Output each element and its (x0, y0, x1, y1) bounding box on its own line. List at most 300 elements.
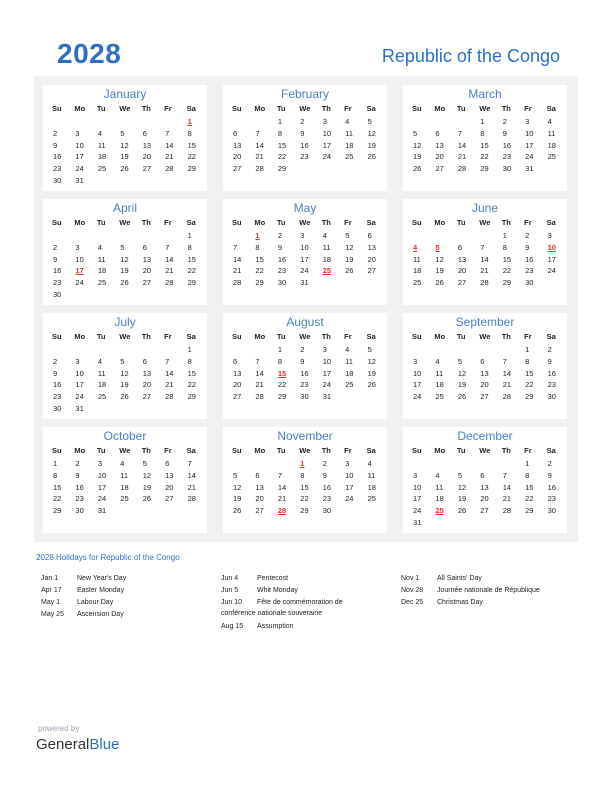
day[interactable]: 20 (457, 266, 467, 276)
day[interactable]: 2 (322, 459, 327, 468)
day[interactable]: 1 (277, 345, 283, 354)
day[interactable]: 24 (413, 392, 422, 402)
day[interactable]: 17 (322, 140, 332, 150)
day[interactable]: 2 (53, 242, 58, 252)
day[interactable]: 15 (277, 140, 287, 150)
holiday-day[interactable]: 25 (435, 506, 444, 516)
day[interactable]: 29 (277, 392, 287, 402)
day[interactable]: 25 (97, 392, 107, 402)
day[interactable]: 8 (502, 242, 507, 252)
day[interactable]: 23 (547, 494, 556, 504)
day[interactable]: 6 (233, 128, 238, 138)
day[interactable]: 21 (457, 152, 467, 162)
day[interactable]: 25 (97, 164, 107, 174)
day[interactable]: 19 (457, 380, 467, 390)
day[interactable]: 16 (300, 140, 309, 150)
day[interactable]: 15 (187, 254, 196, 264)
holiday-day[interactable]: 25 (322, 266, 332, 276)
day[interactable]: 29 (187, 392, 196, 402)
day[interactable]: 25 (435, 392, 444, 402)
day[interactable]: 24 (75, 278, 84, 288)
day[interactable]: 23 (502, 152, 512, 162)
day[interactable]: 22 (187, 380, 196, 390)
day[interactable]: 5 (345, 231, 350, 240)
day[interactable]: 10 (97, 470, 107, 480)
day[interactable]: 23 (300, 152, 309, 162)
day[interactable]: 8 (187, 242, 192, 252)
day[interactable]: 20 (165, 482, 174, 492)
day[interactable]: 20 (142, 152, 152, 162)
day[interactable]: 11 (97, 368, 106, 378)
day[interactable]: 17 (97, 482, 107, 492)
day[interactable]: 10 (525, 128, 534, 138)
day[interactable]: 20 (480, 380, 489, 390)
day[interactable]: 8 (277, 356, 283, 366)
day[interactable]: 25 (97, 278, 107, 288)
day[interactable]: 18 (435, 380, 444, 390)
day[interactable]: 18 (97, 152, 107, 162)
day[interactable]: 8 (187, 356, 192, 366)
day[interactable]: 24 (97, 494, 107, 504)
day[interactable]: 7 (502, 470, 507, 480)
day[interactable]: 10 (413, 482, 422, 492)
day[interactable]: 18 (120, 482, 129, 492)
day[interactable]: 3 (547, 231, 552, 240)
day[interactable]: 15 (525, 482, 534, 492)
day[interactable]: 4 (97, 356, 103, 366)
day[interactable]: 14 (187, 470, 196, 480)
day[interactable]: 25 (413, 278, 422, 288)
day[interactable]: 7 (255, 356, 260, 366)
day[interactable]: 28 (255, 392, 264, 402)
holiday-day[interactable]: 28 (277, 506, 287, 516)
day[interactable]: 14 (277, 482, 287, 492)
day[interactable]: 22 (277, 380, 287, 390)
day[interactable]: 6 (457, 242, 463, 252)
day[interactable]: 20 (435, 152, 444, 162)
day[interactable]: 9 (300, 356, 305, 366)
day[interactable]: 5 (367, 117, 372, 126)
day[interactable]: 29 (277, 164, 287, 174)
day[interactable]: 26 (435, 278, 444, 288)
day[interactable]: 22 (300, 494, 309, 504)
day[interactable]: 27 (233, 392, 242, 402)
day[interactable]: 1 (525, 459, 530, 468)
day[interactable]: 2 (547, 459, 552, 468)
day[interactable]: 10 (75, 140, 84, 150)
day[interactable]: 9 (300, 128, 305, 138)
day[interactable]: 4 (547, 117, 552, 126)
day[interactable]: 25 (120, 494, 129, 504)
day[interactable]: 21 (165, 380, 174, 390)
day[interactable]: 30 (525, 278, 534, 288)
day[interactable]: 13 (457, 254, 467, 264)
day[interactable]: 15 (187, 368, 196, 378)
day[interactable]: 8 (300, 470, 305, 480)
day[interactable]: 8 (187, 128, 192, 138)
day[interactable]: 12 (120, 368, 129, 378)
day[interactable]: 24 (547, 266, 556, 276)
day[interactable]: 22 (255, 266, 264, 276)
day[interactable]: 14 (457, 140, 467, 150)
day[interactable]: 30 (53, 175, 62, 185)
day[interactable]: 16 (547, 368, 556, 378)
day[interactable]: 13 (367, 242, 376, 252)
day[interactable]: 12 (435, 254, 444, 264)
day[interactable]: 13 (480, 368, 489, 378)
day[interactable]: 23 (300, 380, 309, 390)
day[interactable]: 29 (187, 278, 196, 288)
holiday-day[interactable]: 17 (75, 266, 84, 276)
day[interactable]: 16 (502, 140, 512, 150)
day[interactable]: 19 (367, 140, 376, 150)
day[interactable]: 2 (300, 345, 305, 354)
day[interactable]: 5 (120, 242, 125, 252)
day[interactable]: 18 (322, 254, 332, 264)
day[interactable]: 12 (233, 482, 242, 492)
day[interactable]: 28 (187, 494, 196, 504)
day[interactable]: 15 (502, 254, 512, 264)
day[interactable]: 17 (525, 140, 534, 150)
day[interactable]: 28 (165, 392, 174, 402)
day[interactable]: 20 (142, 266, 152, 276)
day[interactable]: 12 (367, 356, 376, 366)
day[interactable]: 13 (142, 368, 152, 378)
day[interactable]: 5 (457, 356, 463, 366)
day[interactable]: 16 (525, 254, 534, 264)
day[interactable]: 29 (525, 506, 534, 516)
day[interactable]: 9 (75, 470, 80, 480)
day[interactable]: 9 (547, 356, 552, 366)
holiday-day[interactable]: 5 (435, 242, 440, 252)
day[interactable]: 12 (345, 242, 354, 252)
day[interactable]: 12 (413, 140, 422, 150)
day[interactable]: 4 (367, 459, 372, 468)
day[interactable]: 29 (255, 278, 264, 288)
day[interactable]: 14 (255, 368, 264, 378)
day[interactable]: 23 (322, 494, 332, 504)
day[interactable]: 21 (277, 494, 287, 504)
day[interactable]: 19 (142, 482, 152, 492)
day[interactable]: 7 (502, 356, 507, 366)
day[interactable]: 1 (480, 117, 485, 126)
brand-logo[interactable] (36, 736, 119, 753)
day[interactable]: 3 (75, 128, 80, 138)
day[interactable]: 30 (277, 278, 287, 288)
day[interactable]: 11 (435, 368, 444, 378)
day[interactable]: 20 (142, 380, 152, 390)
day[interactable]: 19 (367, 368, 376, 378)
day[interactable]: 24 (525, 152, 534, 162)
day[interactable]: 4 (97, 242, 103, 252)
day[interactable]: 16 (300, 368, 309, 378)
day[interactable]: 22 (187, 266, 196, 276)
day[interactable]: 26 (457, 506, 467, 516)
day[interactable]: 20 (480, 494, 489, 504)
day[interactable]: 17 (413, 380, 422, 390)
day[interactable]: 4 (435, 470, 440, 480)
day[interactable]: 6 (367, 231, 372, 240)
day[interactable]: 18 (345, 140, 354, 150)
day[interactable]: 19 (435, 266, 444, 276)
day[interactable]: 27 (367, 266, 376, 276)
day[interactable]: 6 (233, 356, 238, 366)
day[interactable]: 2 (277, 231, 283, 240)
day[interactable]: 5 (120, 128, 125, 138)
day[interactable]: 23 (277, 266, 287, 276)
day[interactable]: 28 (165, 278, 174, 288)
day[interactable]: 19 (413, 152, 422, 162)
day[interactable]: 10 (322, 356, 332, 366)
day[interactable]: 23 (75, 494, 84, 504)
day[interactable]: 19 (120, 266, 129, 276)
day[interactable]: 2 (547, 345, 552, 354)
day[interactable]: 26 (457, 392, 467, 402)
day[interactable]: 31 (413, 517, 422, 527)
day[interactable]: 13 (255, 482, 264, 492)
day[interactable]: 2 (525, 231, 530, 240)
day[interactable]: 7 (480, 242, 485, 252)
day[interactable]: 30 (547, 392, 556, 402)
day[interactable]: 19 (233, 494, 242, 504)
day[interactable]: 5 (367, 345, 372, 354)
day[interactable]: 25 (547, 152, 556, 162)
day[interactable]: 28 (502, 392, 512, 402)
day[interactable]: 12 (120, 254, 129, 264)
day[interactable]: 7 (165, 242, 170, 252)
day[interactable]: 28 (502, 506, 512, 516)
day[interactable]: 15 (255, 254, 264, 264)
day[interactable]: 7 (233, 242, 238, 252)
day[interactable]: 29 (187, 164, 196, 174)
day[interactable]: 27 (457, 278, 467, 288)
day[interactable]: 11 (413, 254, 421, 264)
day[interactable]: 11 (322, 242, 331, 252)
day[interactable]: 30 (300, 392, 309, 402)
day[interactable]: 17 (322, 368, 332, 378)
day[interactable]: 18 (97, 380, 107, 390)
day[interactable]: 14 (480, 254, 489, 264)
day[interactable]: 13 (142, 254, 152, 264)
day[interactable]: 14 (165, 140, 174, 150)
day[interactable]: 30 (322, 506, 332, 516)
day[interactable]: 2 (53, 356, 58, 366)
day[interactable]: 24 (75, 164, 84, 174)
day[interactable]: 15 (525, 368, 534, 378)
day[interactable]: 16 (547, 482, 556, 492)
day[interactable]: 29 (502, 278, 512, 288)
day[interactable]: 10 (413, 368, 422, 378)
day[interactable]: 6 (435, 128, 440, 138)
day[interactable]: 31 (322, 392, 332, 402)
day[interactable]: 16 (277, 254, 287, 264)
day[interactable]: 17 (300, 254, 309, 264)
day[interactable]: 3 (413, 470, 418, 480)
day[interactable]: 9 (322, 470, 327, 480)
day[interactable]: 11 (97, 254, 106, 264)
day[interactable]: 7 (165, 128, 170, 138)
day[interactable]: 19 (120, 380, 129, 390)
day[interactable]: 3 (345, 459, 350, 468)
day[interactable]: 21 (187, 482, 196, 492)
day[interactable]: 11 (120, 470, 129, 480)
day[interactable]: 1 (525, 345, 530, 354)
day[interactable]: 24 (300, 266, 309, 276)
day[interactable]: 30 (53, 289, 62, 299)
day[interactable]: 13 (165, 470, 174, 480)
day[interactable]: 26 (413, 164, 422, 174)
day[interactable]: 14 (165, 254, 174, 264)
day[interactable]: 21 (502, 494, 512, 504)
holiday-day[interactable]: 4 (413, 242, 418, 252)
day[interactable]: 20 (233, 380, 242, 390)
day[interactable]: 23 (53, 278, 62, 288)
day[interactable]: 7 (255, 128, 260, 138)
day[interactable]: 12 (142, 470, 152, 480)
day[interactable]: 21 (165, 152, 174, 162)
day[interactable]: 28 (457, 164, 467, 174)
day[interactable]: 8 (277, 128, 283, 138)
day[interactable]: 9 (502, 128, 507, 138)
day[interactable]: 1 (502, 231, 507, 240)
day[interactable]: 14 (233, 254, 242, 264)
day[interactable]: 27 (142, 164, 152, 174)
day[interactable]: 9 (547, 470, 552, 480)
day[interactable]: 10 (75, 254, 84, 264)
day[interactable]: 12 (457, 368, 467, 378)
day[interactable]: 13 (233, 368, 242, 378)
day[interactable]: 8 (255, 242, 260, 252)
day[interactable]: 8 (525, 356, 530, 366)
day[interactable]: 3 (525, 117, 530, 126)
day[interactable]: 27 (480, 392, 489, 402)
day[interactable]: 16 (53, 266, 62, 276)
day[interactable]: 6 (255, 470, 260, 480)
day[interactable]: 13 (435, 140, 444, 150)
day[interactable]: 9 (277, 242, 283, 252)
day[interactable]: 24 (322, 380, 332, 390)
day[interactable]: 23 (53, 392, 62, 402)
day[interactable]: 15 (53, 482, 62, 492)
day[interactable]: 14 (502, 368, 512, 378)
day[interactable]: 15 (480, 140, 489, 150)
day[interactable]: 23 (525, 266, 534, 276)
day[interactable]: 21 (255, 380, 264, 390)
day[interactable]: 21 (502, 380, 512, 390)
day[interactable]: 19 (120, 152, 129, 162)
day[interactable]: 2 (300, 117, 305, 126)
day[interactable]: 11 (547, 128, 556, 138)
day[interactable]: 31 (75, 403, 84, 413)
day[interactable]: 26 (120, 392, 129, 402)
day[interactable]: 26 (120, 164, 129, 174)
day[interactable]: 3 (300, 231, 305, 240)
day[interactable]: 8 (53, 470, 58, 480)
day[interactable]: 30 (547, 506, 556, 516)
day[interactable]: 1 (277, 117, 283, 126)
day[interactable]: 20 (255, 494, 264, 504)
day[interactable]: 16 (53, 380, 62, 390)
day[interactable]: 20 (367, 254, 376, 264)
day[interactable]: 7 (277, 470, 283, 480)
day[interactable]: 16 (53, 152, 62, 162)
day[interactable]: 27 (142, 392, 152, 402)
day[interactable]: 4 (345, 117, 350, 126)
day[interactable]: 6 (142, 356, 147, 366)
day[interactable]: 7 (457, 128, 463, 138)
day[interactable]: 31 (300, 278, 309, 288)
day[interactable]: 27 (165, 494, 174, 504)
day[interactable]: 18 (435, 494, 444, 504)
day[interactable]: 22 (502, 266, 512, 276)
day[interactable]: 24 (413, 506, 422, 516)
day[interactable]: 26 (367, 380, 376, 390)
day[interactable]: 22 (525, 494, 534, 504)
day[interactable]: 22 (525, 380, 534, 390)
day[interactable]: 29 (525, 392, 534, 402)
day[interactable]: 8 (480, 128, 485, 138)
day[interactable]: 31 (75, 175, 84, 185)
day[interactable]: 9 (525, 242, 530, 252)
day[interactable]: 11 (435, 482, 444, 492)
holiday-day[interactable]: 1 (300, 459, 305, 468)
day[interactable]: 20 (233, 152, 242, 162)
day[interactable]: 24 (345, 494, 354, 504)
day[interactable]: 26 (120, 278, 129, 288)
day[interactable]: 5 (457, 470, 463, 480)
day[interactable]: 31 (97, 506, 107, 516)
day[interactable]: 27 (480, 506, 489, 516)
day[interactable]: 28 (480, 278, 489, 288)
day[interactable]: 10 (75, 368, 84, 378)
day[interactable]: 6 (165, 459, 170, 468)
day[interactable]: 14 (502, 482, 512, 492)
day[interactable]: 5 (233, 470, 238, 480)
day[interactable]: 30 (53, 403, 62, 413)
day[interactable]: 10 (322, 128, 332, 138)
day[interactable]: 4 (435, 356, 440, 366)
day[interactable]: 9 (53, 140, 58, 150)
day[interactable]: 22 (187, 152, 196, 162)
day[interactable]: 11 (345, 128, 353, 138)
day[interactable]: 27 (233, 164, 242, 174)
day[interactable]: 23 (53, 164, 62, 174)
day[interactable]: 29 (480, 164, 489, 174)
day[interactable]: 26 (233, 506, 242, 516)
day[interactable]: 2 (53, 128, 58, 138)
day[interactable]: 12 (120, 140, 129, 150)
day[interactable]: 1 (187, 231, 192, 240)
day[interactable]: 29 (300, 506, 309, 516)
day[interactable]: 27 (255, 506, 264, 516)
day[interactable]: 31 (525, 164, 534, 174)
day[interactable]: 17 (75, 380, 84, 390)
holiday-day[interactable]: 1 (255, 231, 260, 240)
day[interactable]: 3 (97, 459, 103, 468)
day[interactable]: 22 (277, 152, 287, 162)
day[interactable]: 5 (120, 356, 125, 366)
day[interactable]: 11 (345, 356, 353, 366)
day[interactable]: 3 (413, 356, 418, 366)
day[interactable]: 2 (75, 459, 80, 468)
day[interactable]: 9 (53, 368, 58, 378)
day[interactable]: 11 (367, 470, 376, 480)
day[interactable]: 3 (322, 117, 327, 126)
day[interactable]: 25 (345, 152, 354, 162)
day[interactable]: 3 (322, 345, 327, 354)
day[interactable]: 14 (255, 140, 264, 150)
day[interactable]: 4 (345, 345, 350, 354)
